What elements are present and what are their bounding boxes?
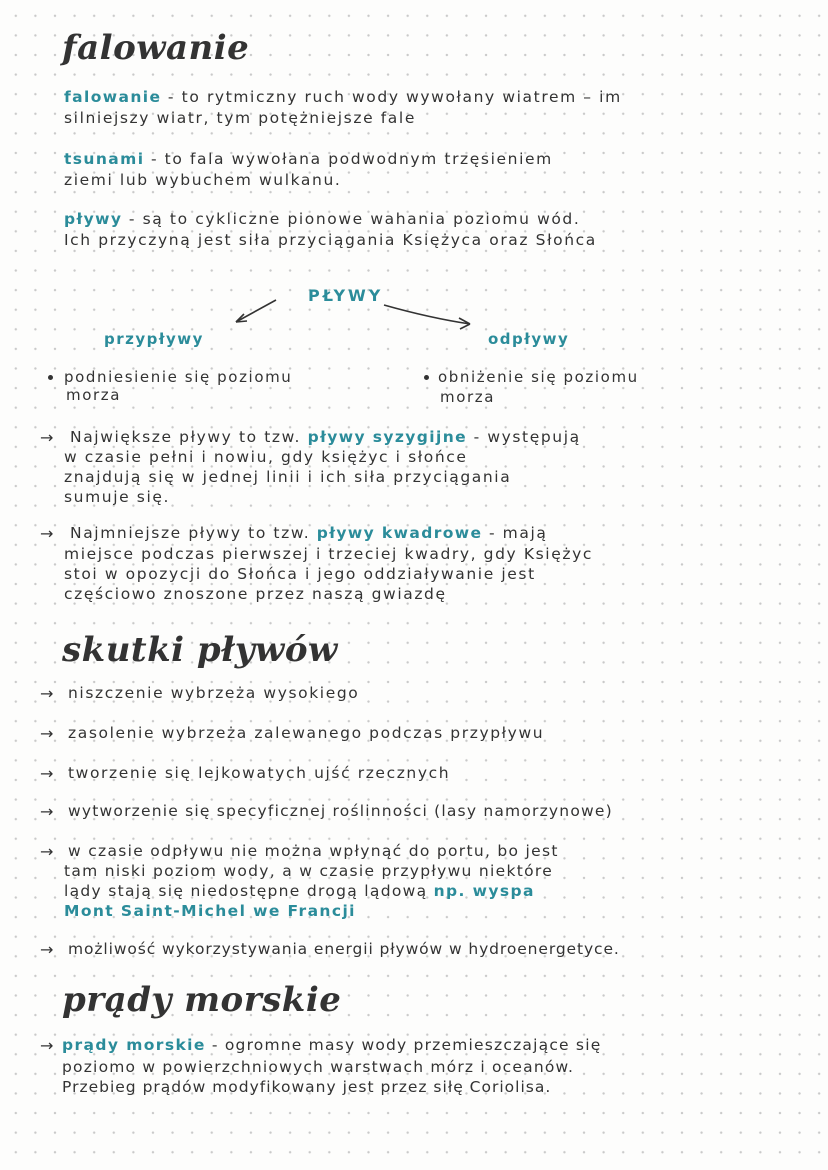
arrow-bullet-icon: → xyxy=(40,764,54,783)
skutki-item-4: wytworzenie się specyficznej roślinności (lasy namorzynowe) xyxy=(68,802,613,820)
diagram-center-label: PŁYWY xyxy=(308,286,384,305)
def-tsunami-line2: ziemi lub wybuchem wulkanu. xyxy=(64,171,342,189)
heading-prady: prądy morskie xyxy=(62,980,342,1020)
syzygijne-line2: w czasie pełni i nowiu, gdy księżyc i słońce xyxy=(64,448,468,466)
arrow-bullet-icon: → xyxy=(40,684,54,703)
skutki-item-3: tworzenie się lejkowatych ujść rzecznych xyxy=(68,764,451,782)
term-mont-saint-michel: Mont Saint-Michel we Francji xyxy=(64,902,356,920)
right-desc-line2: morza xyxy=(440,388,496,406)
arrow-bullet-icon: → xyxy=(40,428,54,447)
diagram-right-label: odpływy xyxy=(488,330,570,348)
skutki-item-1: niszczenie wybrzeża wysokiego xyxy=(68,684,360,702)
port-line4 xyxy=(64,902,356,920)
term-prady: prądy morskie xyxy=(62,1036,206,1054)
skutki-item-2: zasolenie wybrzeża zalewanego podczas przypływu xyxy=(68,724,545,742)
heading-falowanie: falowanie xyxy=(62,28,250,68)
prady-line1 xyxy=(62,1036,601,1054)
prady-line2: poziomo w powierzchniowych warstwach mórz i oceanów. xyxy=(62,1058,575,1076)
arrow-bullet-icon: → xyxy=(40,524,54,543)
term-example: np. wyspa xyxy=(433,882,535,900)
syzygijne-text-b: - występują xyxy=(467,428,581,446)
term-syzygijne: pływy syzygijne xyxy=(307,428,468,446)
syzygijne-line1 xyxy=(70,428,581,446)
energia-item: możliwość wykorzystywania energii pływów w hydroenergetyce. xyxy=(68,940,620,958)
right-desc-line1: obniżenie się poziomu xyxy=(438,368,639,386)
left-desc-line1: podniesienie się poziomu xyxy=(64,368,293,386)
diagram-left-label: przypływy xyxy=(104,330,204,348)
def-tsunami-text: - to fala wywołana podwodnym trzęsieniem xyxy=(144,150,553,168)
syzygijne-text-a: Największe pływy to tzw. xyxy=(70,428,308,446)
bullet-dot xyxy=(48,375,53,380)
port-line2: tam niski poziom wody, a w czasie przypływu niektóre xyxy=(64,862,554,880)
kwadrowe-line4: częściowo znoszone przez naszą gwiazdę xyxy=(64,585,447,603)
left-desc-line2: morza xyxy=(66,386,122,404)
arrow-right-icon xyxy=(384,305,470,324)
syzygijne-line3: znajdują się w jednej linii i ich siła przyciągania xyxy=(64,468,512,486)
bullet-dot xyxy=(424,375,429,380)
kwadrowe-line2: miejsce podczas pierwszej i trzeciej kwadry, gdy Księżyc xyxy=(64,545,593,563)
syzygijne-line4: sumuje się. xyxy=(64,488,171,506)
arrow-bullet-icon: → xyxy=(40,724,54,743)
arrow-bullet-icon: → xyxy=(40,842,54,861)
arrow-bullet-icon: → xyxy=(40,1036,54,1055)
term-plywy: pływy xyxy=(64,210,123,228)
port-line1: w czasie odpływu nie można wpłynąć do portu, bo jest xyxy=(68,842,559,860)
kwadrowe-text-b: - mają xyxy=(482,524,548,542)
def-plywy-text: - są to cykliczne pionowe wahania poziomu wód. xyxy=(122,210,581,228)
kwadrowe-line3: stoi w opozycji do Słońca i jego oddziaływanie jest xyxy=(64,565,536,583)
arrow-bullet-icon: → xyxy=(40,802,54,821)
port-line3 xyxy=(64,882,535,900)
term-falowanie: falowanie xyxy=(64,88,162,106)
prady-text: - ogromne masy wody przemieszczające się xyxy=(205,1036,602,1054)
kwadrowe-text-a: Najmniejsze pływy to tzw. xyxy=(70,524,317,542)
arrow-bullet-icon: → xyxy=(40,940,54,959)
port-text: lądy stają się niedostępne drogą lądową xyxy=(64,882,434,900)
prady-line3: Przebieg prądów modyfikowany jest przez siłę Coriolisa. xyxy=(62,1078,552,1096)
heading-skutki: skutki pływów xyxy=(62,630,338,670)
def-plywy-line2: Ich przyczyną jest siła przyciągania Księżyca oraz Słońca xyxy=(64,231,597,249)
term-kwadrowe: pływy kwadrowe xyxy=(316,524,483,542)
def-falowanie-text: - to rytmiczny ruch wody wywołany wiatrem – im xyxy=(161,88,622,106)
term-tsunami: tsunami xyxy=(64,150,145,168)
def-falowanie-line2: silniejszy wiatr, tym potężniejsze fale xyxy=(64,109,416,127)
kwadrowe-line1 xyxy=(70,524,548,542)
arrow-left-icon xyxy=(236,300,276,322)
